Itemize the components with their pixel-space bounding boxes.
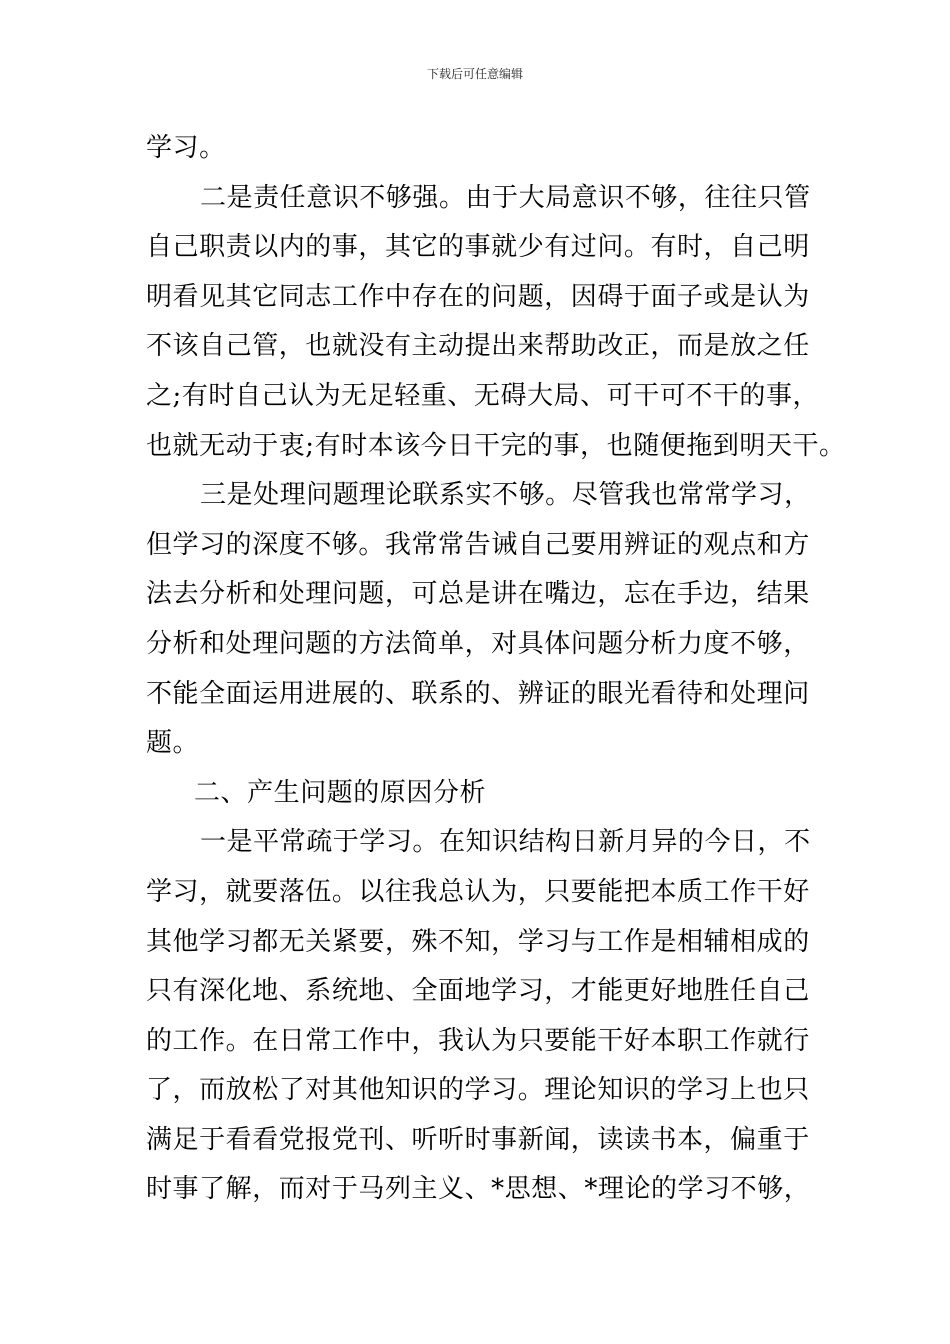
text-line: 之;有时自己认为无足轻重、无碍大局、可干可不干的事，: [146, 380, 820, 411]
text-line: 分析和处理问题的方法简单，对具体问题分析力度不够，: [146, 628, 810, 659]
text-line: 学习。: [146, 133, 226, 163]
text-line: 不能全面运用进展的、联系的、辨证的眼光看待和处理问: [146, 678, 810, 709]
text-line: 法去分析和处理问题，可总是讲在嘴边，忘在手边，结果: [146, 579, 810, 610]
text-line: 题。: [146, 728, 200, 759]
text-line: 了，而放松了对其他知识的学习。理论知识的学习上也只: [146, 1075, 810, 1106]
paragraph-start-line: 二是责任意识不够强。由于大局意识不够，往往只管: [200, 182, 811, 213]
text-line: 也就无动于衷;有时本该今日干完的事，也随便拖到明天干。: [146, 430, 846, 461]
text-line: 的工作。在日常工作中，我认为只要能干好本职工作就行: [146, 1025, 810, 1056]
paragraph-start-line: 三是处理问题理论联系实不够。尽管我也常常学习，: [200, 480, 811, 511]
text-line: 但学习的深度不够。我常常告诫自己要用辨证的观点和方: [146, 529, 810, 560]
text-line: 只有深化地、系统地、全面地学习，才能更好地胜任自己: [146, 976, 810, 1007]
text-line: 不该自己管，也就没有主动提出来帮助改正，而是放之任: [146, 331, 810, 362]
text-line: 明看见其它同志工作中存在的问题，因碍于面子或是认为: [146, 281, 810, 312]
text-line: 满足于看看党报党刊、听听时事新闻，读读书本，偏重于: [146, 1124, 810, 1155]
text-line: 学习，就要落伍。以往我总认为，只要能把本质工作干好: [146, 876, 810, 907]
text-line: 其他学习都无关紧要，殊不知，学习与工作是相辅相成的: [146, 926, 810, 957]
paragraph-start-line: 一是平常疏于学习。在知识结构日新月异的今日，不: [200, 827, 811, 858]
text-line: 时事了解，而对于马列主义、*思想、*理论的学习不够，: [146, 1174, 811, 1205]
page-header: 下载后可任意编辑: [426, 67, 523, 81]
section-heading: 二、产生问题的原因分析: [194, 777, 487, 808]
body-text: [146, 128, 846, 1219]
text-line: 自己职责以内的事，其它的事就少有过问。有时，自己明: [146, 232, 810, 263]
